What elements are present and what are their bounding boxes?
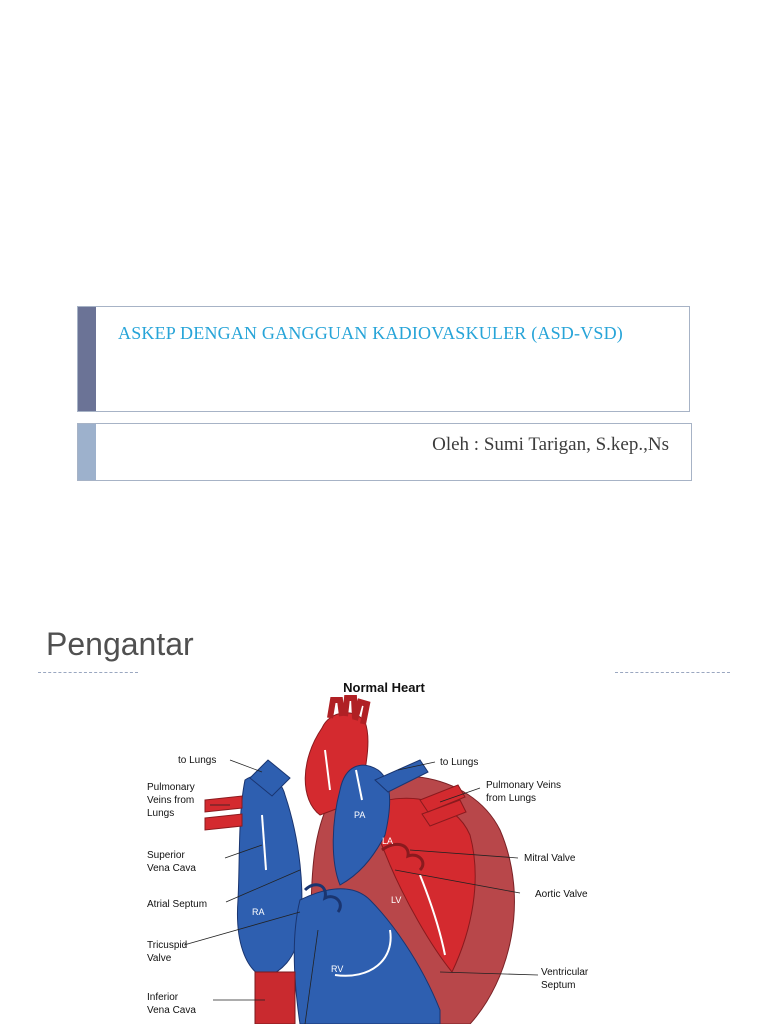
label-aortic-valve: Aortic Valve: [535, 889, 588, 900]
label-pulmonary-veins-right-1: Pulmonary Veins: [486, 780, 562, 791]
title-box: [77, 306, 690, 412]
label-superior-vena-cava-2: Vena Cava: [147, 863, 196, 874]
pulmonary-veins-left: [205, 796, 242, 830]
label-tricuspid-2: Valve: [147, 953, 172, 964]
label-pulmonary-veins-left-2: Veins from: [147, 795, 195, 806]
heart-diagram: [0, 600, 768, 1024]
inferior-vena-cava: [255, 972, 295, 1024]
intro-slide: [0, 600, 768, 1024]
subtitle-accent-bar: [78, 424, 96, 480]
label-inferior-1: Inferior: [147, 992, 179, 1003]
label-pulmonary-veins-right-2: from Lungs: [486, 793, 537, 804]
diagram-title: Normal Heart: [343, 680, 425, 695]
subtitle-box: [77, 423, 692, 481]
label-atrial-septum: Atrial Septum: [147, 899, 208, 910]
label-inferior-2: Vena Cava: [147, 1005, 196, 1016]
label-pulmonary-veins-left-3: Lungs: [147, 808, 175, 819]
chamber-label-lv: LV: [391, 895, 402, 905]
chamber-label-rv: RV: [331, 964, 344, 974]
chamber-label-pa: PA: [354, 810, 366, 820]
slide-subtitle: Oleh : Sumi Tarigan, S.kep.,Ns: [432, 434, 669, 455]
label-pulmonary-veins-left-1: Pulmonary: [147, 782, 195, 793]
label-tricuspid-1: Tricuspid: [147, 940, 188, 951]
title-accent-bar: [78, 307, 96, 411]
label-superior-vena-cava-1: Superior: [147, 850, 185, 861]
chamber-label-ao: AO: [289, 797, 303, 807]
label-mitral-valve: Mitral Valve: [524, 853, 576, 864]
slide-heading: Pengantar: [46, 626, 194, 662]
chamber-label-la: LA: [382, 836, 394, 846]
slide-title: ASKEP DENGAN GANGGUAN KADIOVASKULER (ASD-VSD): [118, 323, 624, 343]
label-ventricular-1: Ventricular: [541, 967, 589, 978]
label-to-lungs-right: to Lungs: [440, 757, 479, 768]
label-to-lungs-left: to Lungs: [178, 755, 217, 766]
label-ventricular-2: Septum: [541, 980, 576, 991]
chamber-label-ra: RA: [252, 907, 265, 917]
